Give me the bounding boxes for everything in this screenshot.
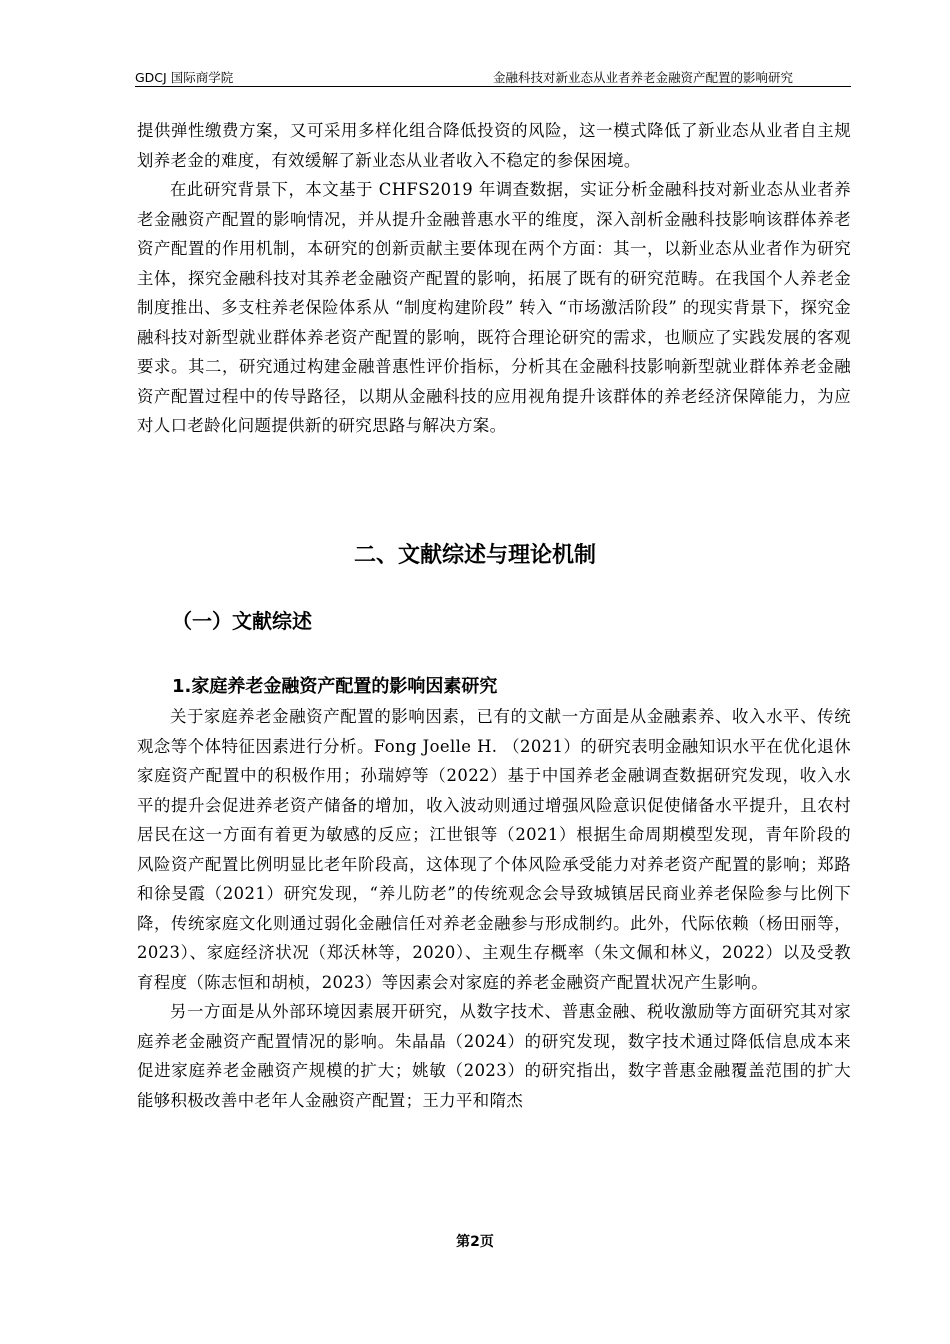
- section-heading: 二、文献综述与理论机制: [353, 543, 596, 568]
- page-number: 第2页: [456, 1234, 494, 1250]
- page-header: [135, 66, 851, 87]
- paragraph-external-factors: 另一方面是从外部环境因素展开研究，从数字技术、普惠金融、税收激励等方面研究其对家庭养老金融资产配置情况的影响。朱晶晶（2024）的研究发现，数字技术通过降低信息成本来促进家庭养老金融资产规模的扩大；姚敏（2023）的研究指出，数字普惠金融覆盖范围的扩大能够积极改善中老年人金融资产配置；王力平和隋杰: [137, 1002, 851, 1110]
- header-institution: GDCJ 国际商学院: [135, 70, 234, 85]
- paragraph-continuation: 提供弹性缴费方案，又可采用多样化组合降低投资的风险，这一模式降低了新业态从业者自主规划养老金的难度，有效缓解了新业态从业者收入不稳定的参保困境。: [137, 121, 851, 170]
- paragraph-individual-factors: 关于家庭养老金融资产配置的影响因素，已有的文献一方面是从金融素养、收入水平、传统观念等个体特征因素进行分析。Fong Joelle H. （2021）的研究表明金融知识水平在优化退休家庭资产配置中的积极作用；孙瑞婷等（2022）基于中国养老金融调查数据研究发现，收入水平的提升会促进养老资产储备的增加，收入波动则通过增强风险意识促使储备水平提升，且农村居民在这一方面有着更为敏感的反应；江世银等（2021）根据生命周期模型发现，青年阶段的风险资产配置比例明显比老年阶段高，这体现了个体风险承受能力对养老资产配置的影响；郑路和徐旻霞（2021）研究发现，“养儿防老”的传统观念会导致城镇居民商业养老保险参与比例下降，传统家庭文化则通过弱化金融信任对养老金融参与形成制约。此外，代际依赖（杨田丽等，2023）、家庭经济状况（郑沃林等，2020）、主观生存概率（朱文佩和林义，2022）以及受教育程度（陈志恒和胡桢，2023）等因素会对家庭的养老金融资产配置状况产生影响。: [137, 707, 851, 992]
- header-paper-title: 金融科技对新业态从业者养老金融资产配置的影响研究: [492, 70, 793, 85]
- subsubsection-heading: 1.家庭养老金融资产配置的影响因素研究: [172, 676, 498, 697]
- body-text-bottom: [137, 702, 851, 1115]
- body-text-top: [137, 116, 851, 441]
- subsection-heading: （一）文献综述: [172, 609, 312, 633]
- paragraph-research-background: 在此研究背景下，本文基于 CHFS2019 年调查数据，实证分析金融科技对新业态从业者养老金融资产配置的影响情况，并从提升金融普惠水平的维度，深入剖析金融科技影响该群体养老资产配置的作用机制，本研究的创新贡献主要体现在两个方面：其一，以新业态从业者作为研究主体，探究金融科技对其养老金融资产配置的影响，拓展了既有的研究范畴。在我国个人养老金制度推出、多支柱养老保险体系从 “制度构建阶段” 转入 “市场激活阶段” 的现实背景下，探究金融科技对新型就业群体养老资产配置的影响，既符合理论研究的需求，也顺应了实践发展的客观要求。其二，研究通过构建金融普惠性评价指标，分析其在金融科技影响新型就业群体养老金融资产配置过程中的传导路径，以期从金融科技的应用视角提升该群体的养老经济保障能力，为应对人口老龄化问题提供新的研究思路与解决方案。: [137, 180, 851, 435]
